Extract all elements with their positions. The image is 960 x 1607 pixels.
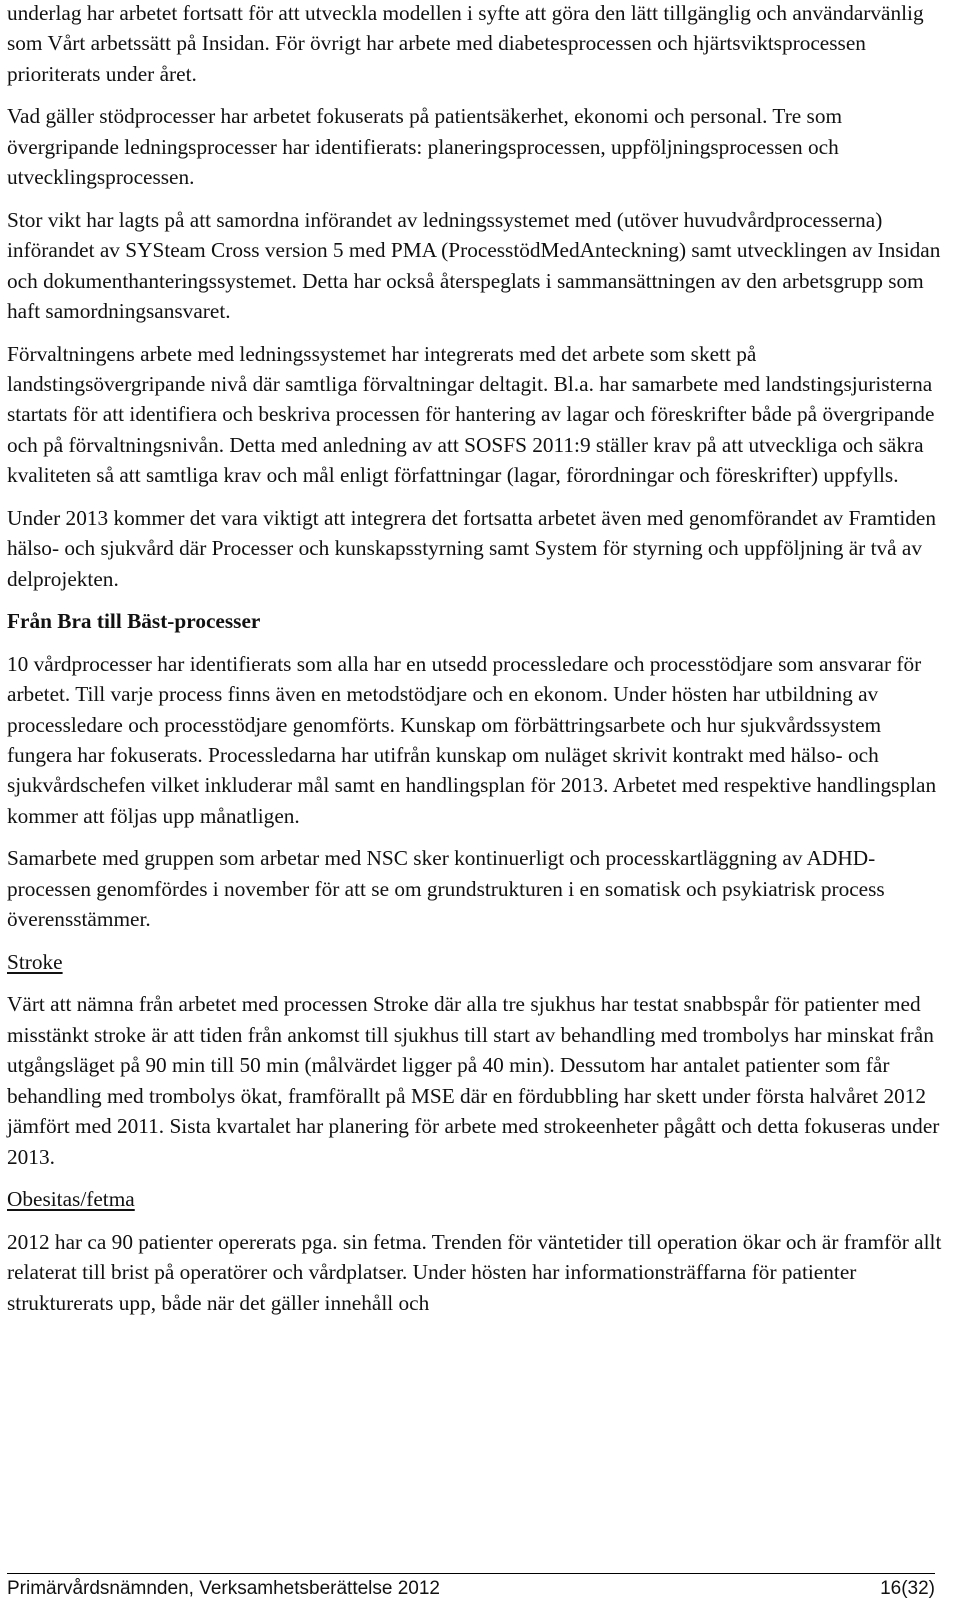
paragraph-forvaltning: Förvaltningens arbete med ledningssystemet har integrerats med det arbete som skett på landstingsövergripande nivå där samtliga förvaltningar deltagit. Bl.a. har samarbete med landstingsjuristerna startats för att identifiera och beskriva processen för hantering av lagar och föreskrifter både på övergripande och på förvaltningsnivån. Detta med anledning av att SOSFS 2011:9 ställer krav på att utveckliga och säkra kvaliteten så att samtliga krav och mål enligt författningar (lagar, förordningar och föreskrifter) uppfylls.	[7, 341, 935, 488]
paragraph-modell: underlag har arbetet fortsatt för att utveckla modellen i syfte att göra den lätt tillgänglig och användarvänlig som Vårt arbetssätt på Insidan. För övrigt har arbete med diabetesprocessen och hjärtsviktsprocessen prioriterats under året.	[7, 1, 924, 86]
paragraph-stroke: Värt att nämna från arbetet med processen Stroke där alla tre sjukhus har testat snabbspår för patienter med misstänkt stroke är att tiden från ankomst till sjukhus till start av behandling med trombolys har minskat från utgångsläget på 90 min till 50 min (målvärdet ligger på 40 min). Dessutom har antalet patienter som får behandling med trombolys ökat, framförallt på MSE där en fördubbling har skett under första halvåret 2012 jämfört med 2011. Sista kvartalet har planering för arbete med strokeenheter pågått och detta fokuseras under 2013.	[7, 992, 940, 1169]
heading-obesitas: Obesitas/fetma	[7, 1187, 135, 1212]
document-body	[7, 0, 947, 1330]
footer-page-number: 16(32)	[880, 1578, 935, 1599]
paragraph-samordning: Stor vikt har lagts på att samordna införandet av ledningssystemet med (utöver huvudvårdprocesserna) införandet av SYSteam Cross version 5 med PMA (ProcesstödMedAnteckning) samt utvecklingen av Insidan och dokumenthanteringssystemet. Detta har också återspeglats i sammansättningen av den arbetsgrupp som haft samordningsansvaret.	[7, 207, 941, 324]
heading-bra-till-bast: Från Bra till Bäst-processer	[7, 609, 261, 634]
paragraph-obesitas: 2012 har ca 90 patienter opererats pga. sin fetma. Trenden för väntetider till operation ökar och är framför allt relaterat till brist på operatörer och vårdplatser. Under hösten har informationsträffarna för patienter strukturerats upp, både när det gäller innehåll och	[7, 1229, 942, 1315]
heading-stroke: Stroke	[7, 949, 63, 974]
paragraph-stodprocesser: Vad gäller stödprocesser har arbetet fokuserats på patientsäkerhet, ekonomi och personal. Tre som övergripande ledningsprocesser har identifierats: planeringsprocessen, uppföljningsprocessen och utvecklingsprocessen.	[7, 104, 843, 190]
paragraph-vardprocesser: 10 vårdprocesser har identifierats som alla har en utsedd processledare och processtödjare som ansvarar för arbetet. Till varje process finns även en metodstödjare och en ekonom. Under hösten har utbildning av processledare och processtödjare genomförts. Kunskap om förbättringsarbete och hur sjukvårdssystem fungera har fokuserats. Processledarna har utifrån kunskap om nuläget skrivit kontrakt med hälso- och sjukvårdschefen vilket inkluderar mål samt en handlingsplan för 2013. Arbetet med respektive handlingsplan kommer att följas upp månatligen.	[7, 651, 937, 828]
page-footer	[7, 1576, 935, 1602]
footer-document-title: Primärvårdsnämnden, Verksamhetsberättelse 2012	[7, 1578, 441, 1599]
footer-divider	[7, 1573, 935, 1574]
paragraph-framtiden: Under 2013 kommer det vara viktigt att integrera det fortsatta arbetet även med genomförandet av Framtiden hälso- och sjukvård där Processer och kunskapsstyrning samt System för styrning och uppföljning är två av delprojekten.	[7, 505, 937, 591]
paragraph-nsc: Samarbete med gruppen som arbetar med NSC sker kontinuerligt och processkartläggning av ADHD-processen genomfördes i november för att se om grundstrukturen i en somatisk och psykiatrisk process överensstämmer.	[7, 846, 885, 932]
